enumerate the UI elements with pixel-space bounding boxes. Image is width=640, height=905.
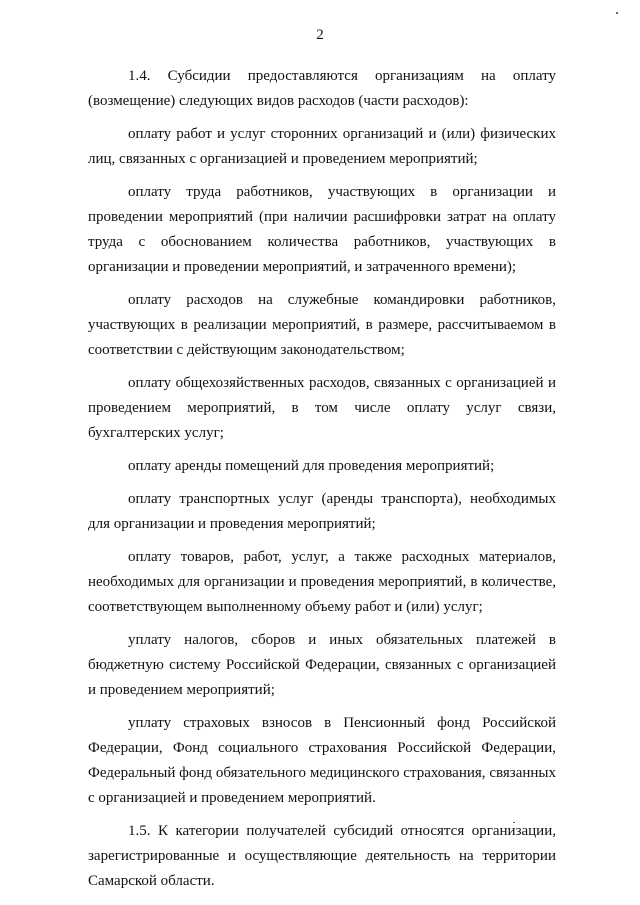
paragraph-item-taxes: уплату налогов, сборов и иных обязательных платежей в бюджетную систему Российской Федерации, связанных с организацией и проведением мероприятий; — [88, 632, 556, 698]
paragraph-item-goods-materials: оплату товаров, работ, услуг, а также расходных материалов, необходимых для организации и проведения мероприятий, в количестве, соответствующем выполненному объему работ и (или) услуг; — [88, 549, 556, 615]
paragraph-item-labor: оплату труда работников, участвующих в организации и проведении мероприятий (при наличии расшифровки затрат на оплату труда с обоснованием количества работников, участвующих в организации и проведении мероприятий, и затраченного времени); — [88, 184, 556, 275]
paragraph-1-5: 1.5. К категории получателей субсидий относятся организации, зарегистрированные и осуществляющие деятельность на территории Самарской области. — [88, 823, 556, 889]
paragraph-item-insurance: уплату страховых взносов в Пенсионный фонд Российской Федерации, Фонд социального страхования Российской Федерации, Федеральный фонд обязательного медицинского страхования, связанных с организацией и проведением мероприятий. — [88, 715, 556, 806]
paragraph-item-transport: оплату транспортных услуг (аренды транспорта), необходимых для организации и проведения мероприятий; — [88, 491, 556, 532]
paragraph-item-third-party-services: оплату работ и услуг сторонних организаций и (или) физических лиц, связанных с организацией и проведением мероприятий; — [88, 126, 556, 167]
document-body — [88, 64, 556, 894]
paragraph-item-business-trips: оплату расходов на служебные командировки работников, участвующих в реализации мероприятий, в размере, рассчитываемом в соответствии с действующим законодательством; — [88, 292, 556, 358]
paragraph-item-rent: оплату аренды помещений для проведения мероприятий; — [128, 458, 495, 474]
scan-speck — [513, 822, 515, 823]
paragraph-item-overhead: оплату общехозяйственных расходов, связанных с организацией и проведением мероприятий, в том числе оплату услуг связи, бухгалтерских услуг; — [88, 375, 556, 441]
paragraph-1-4: 1.4. Субсидии предоставляются организациям на оплату (возмещение) следующих видов расходов (части расходов): — [88, 68, 556, 109]
page-number: 2 — [316, 27, 324, 43]
scan-speck — [616, 12, 618, 14]
